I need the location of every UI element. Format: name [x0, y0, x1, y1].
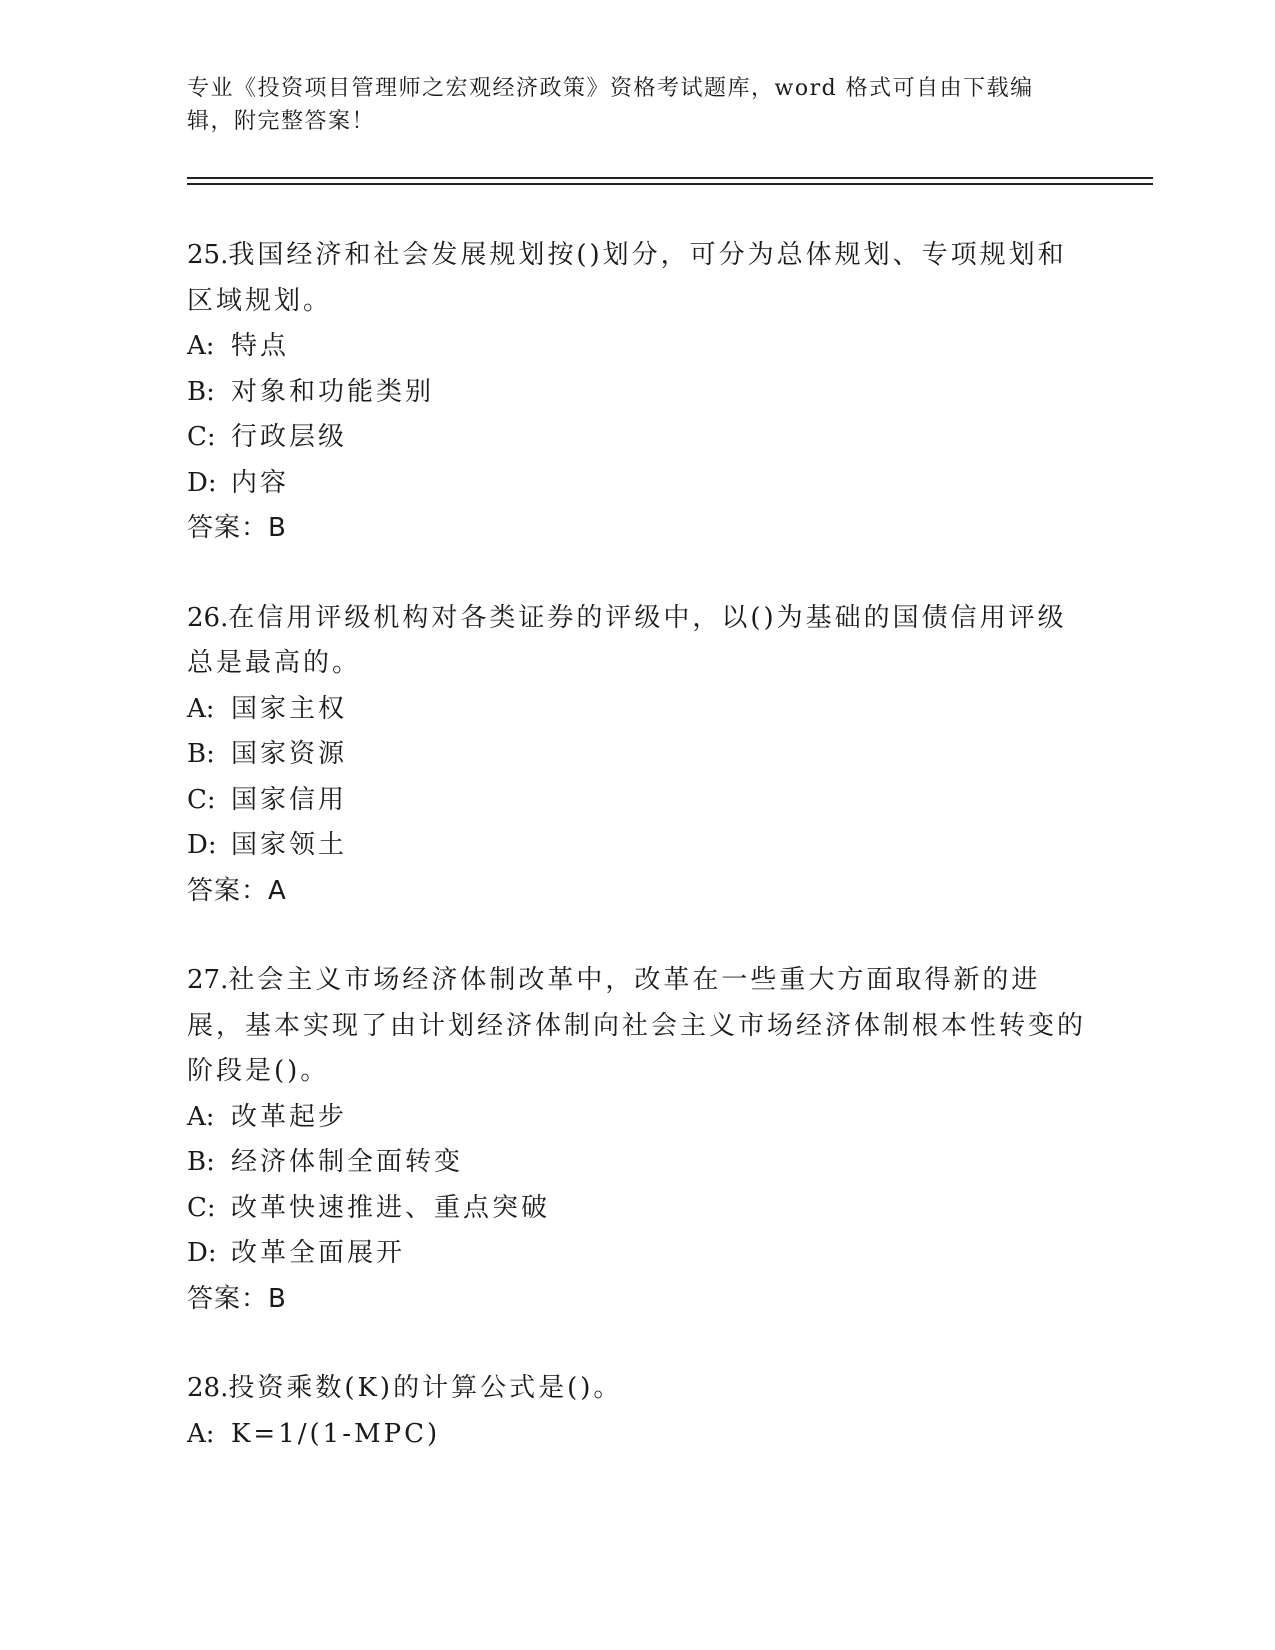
question-25	[187, 233, 1087, 552]
option-b	[187, 732, 1087, 778]
option-c	[187, 778, 1087, 824]
question-list	[187, 233, 1087, 1501]
option-letter: C:	[187, 1192, 216, 1223]
option-d	[187, 823, 1087, 869]
option-d	[187, 1231, 1087, 1277]
question-stem: 在信用评级机构对各类证券的评级中，以()为基础的国债信用评级总是最高的。	[187, 602, 1067, 678]
option-text: 经济体制全面转变	[231, 1147, 464, 1177]
header-divider-bottom	[187, 183, 1153, 185]
question-text	[187, 596, 1087, 687]
option-letter: B:	[187, 739, 215, 769]
option-letter: A:	[187, 331, 215, 361]
question-number: 26.	[187, 602, 229, 633]
question-stem: 我国经济和社会发展规划按()划分，可分为总体规划、专项规划和区域规划。	[187, 240, 1067, 316]
option-b	[187, 370, 1087, 416]
question-number: 25.	[187, 240, 229, 270]
option-text: 特点	[231, 331, 290, 361]
option-text: 国家信用	[231, 784, 348, 815]
option-letter: A:	[187, 1418, 215, 1449]
option-c	[187, 415, 1087, 461]
answer-line	[187, 869, 1087, 915]
header-line-2: 辑，附完整答案！	[187, 109, 376, 134]
question-stem: 投资乘数(K)的计算公式是()。	[228, 1373, 623, 1403]
option-letter: C:	[187, 422, 216, 452]
option-text: 国家资源	[231, 739, 348, 769]
option-a	[187, 324, 1087, 370]
question-text	[187, 233, 1087, 324]
option-letter: D:	[187, 467, 217, 498]
option-text: K=1/(1-MPC)	[231, 1418, 441, 1449]
option-a	[187, 1095, 1087, 1141]
answer-value: A	[268, 875, 287, 906]
option-text: 改革全面展开	[231, 1238, 406, 1268]
question-text	[187, 1366, 1087, 1412]
answer-label: 答案：	[187, 875, 269, 906]
option-text: 改革起步	[231, 1101, 348, 1132]
option-text: 内容	[231, 467, 290, 498]
document-header	[187, 72, 1067, 138]
answer-value: B	[268, 1283, 287, 1314]
option-a	[187, 1412, 1087, 1458]
question-stem: 社会主义市场经济体制改革中，改革在一些重大方面取得新的进展，基本实现了由计划经济体制向社会主义市场经济体制根本性转变的阶段是()。	[187, 965, 1087, 1086]
answer-value: B	[268, 513, 287, 543]
option-letter: A:	[187, 1101, 215, 1132]
option-b	[187, 1140, 1087, 1186]
option-a	[187, 687, 1087, 733]
question-number: 27.	[187, 965, 229, 995]
option-d	[187, 461, 1087, 507]
question-27	[187, 958, 1087, 1322]
option-text: 对象和功能类别	[231, 376, 435, 407]
answer-label: 答案：	[187, 1283, 269, 1314]
option-letter: C:	[187, 784, 216, 815]
answer-label: 答案：	[187, 513, 269, 543]
option-c	[187, 1186, 1087, 1232]
header-divider-top	[187, 177, 1153, 179]
header-line-1: 专业《投资项目管理师之宏观经济政策》资格考试题库，word 格式可自由下载编	[187, 76, 1034, 101]
option-text: 国家领土	[231, 830, 348, 860]
option-text: 行政层级	[231, 422, 348, 452]
question-28	[187, 1366, 1087, 1457]
option-letter: B:	[187, 1147, 215, 1177]
answer-line	[187, 1277, 1087, 1323]
option-text: 改革快速推进、重点突破	[231, 1192, 551, 1223]
question-number: 28.	[187, 1373, 229, 1403]
option-letter: A:	[187, 693, 215, 724]
question-text	[187, 958, 1087, 1095]
answer-line	[187, 506, 1087, 552]
option-letter: B:	[187, 376, 215, 407]
question-26	[187, 596, 1087, 915]
option-letter: D:	[187, 1238, 217, 1268]
option-text: 国家主权	[231, 693, 348, 724]
option-letter: D:	[187, 830, 217, 860]
